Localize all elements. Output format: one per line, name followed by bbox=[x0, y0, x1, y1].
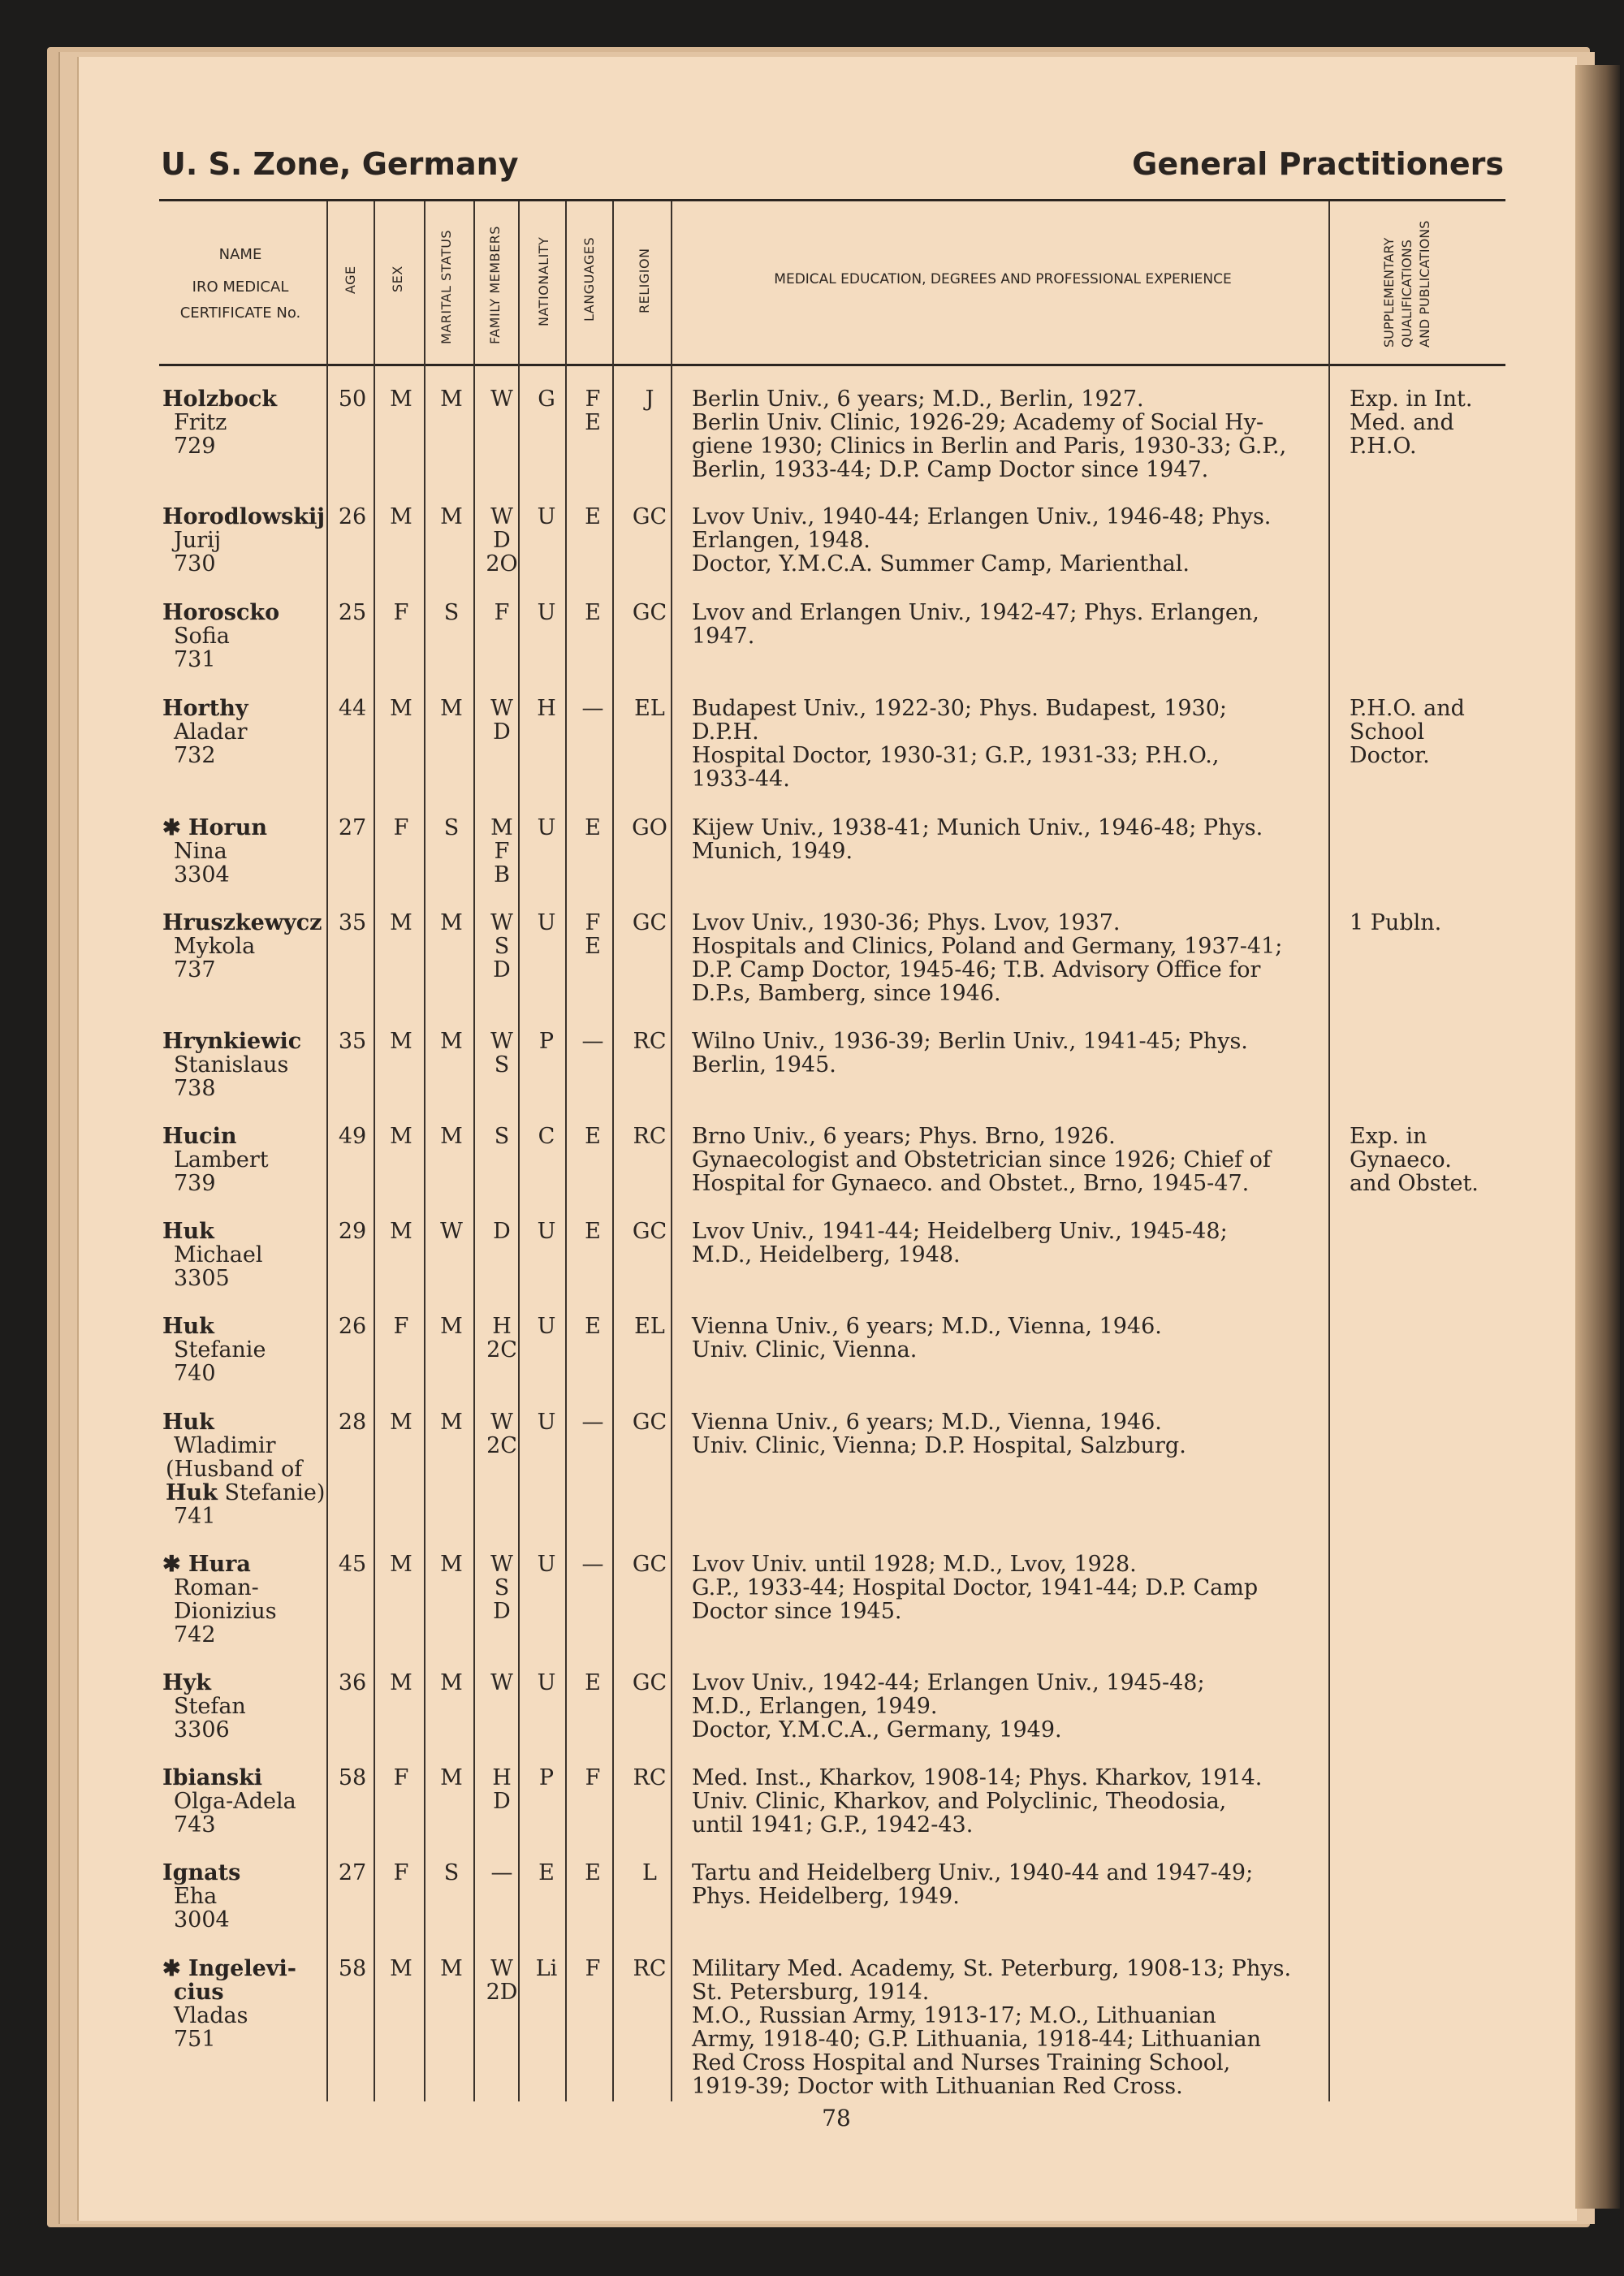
nationality-cell: U bbox=[537, 1552, 556, 1577]
education-cell: Vienna Univ., 6 years; M.D., Vienna, 1946. Univ. Clinic, Vienna. bbox=[692, 1314, 1162, 1363]
supplementary-cell: P.H.O. and School Doctor. bbox=[1350, 696, 1465, 768]
education-cell: Lvov Univ. until 1928; M.D., Lvov, 1928. G.P., 1933-44; Hospital Doctor, 1941-44; D.P. Camp Doctor since 1945. bbox=[692, 1552, 1259, 1624]
age-cell: 36 bbox=[338, 1670, 367, 1695]
languages-cell: E bbox=[585, 1670, 601, 1695]
family-cell: W D bbox=[490, 696, 513, 745]
column-header-name: NAME IRO MEDICAL CERTIFICATE No. bbox=[179, 246, 301, 322]
age-cell: 49 bbox=[338, 1124, 367, 1149]
column-header-religion: RELIGION bbox=[637, 248, 652, 313]
column-divider bbox=[1328, 201, 1330, 2101]
marital-cell: S bbox=[443, 600, 460, 625]
sex-cell: M bbox=[390, 1219, 412, 1244]
marital-cell: M bbox=[440, 910, 463, 935]
age-cell: 35 bbox=[338, 910, 367, 935]
languages-cell: F E bbox=[585, 387, 601, 435]
header-rule-bottom bbox=[159, 364, 1505, 366]
sex-cell: F bbox=[393, 1765, 409, 1790]
name-cell: ✱ Horun Nina 3304 bbox=[162, 815, 268, 888]
religion-cell: J bbox=[645, 387, 654, 412]
religion-cell: GC bbox=[632, 1552, 667, 1577]
religion-cell: RC bbox=[633, 1124, 667, 1149]
marital-cell: M bbox=[440, 1124, 463, 1149]
sex-cell: M bbox=[390, 504, 412, 529]
nationality-cell: U bbox=[537, 1219, 556, 1244]
languages-cell: F bbox=[585, 1956, 601, 1981]
nationality-cell: U bbox=[537, 1314, 556, 1339]
column-divider bbox=[612, 201, 614, 2101]
name-cell: Hrynkiewic Stanislaus 738 bbox=[162, 1029, 302, 1101]
sex-cell: M bbox=[390, 387, 412, 412]
book-gutter bbox=[1575, 65, 1620, 2209]
languages-cell: E bbox=[585, 504, 601, 529]
name-cell: Huk Wladimir (Husband of Huk Stefanie) 741 bbox=[162, 1410, 333, 1528]
education-cell: Budapest Univ., 1922-30; Phys. Budapest, 1930; D.P.H. Hospital Doctor, 1930-31; G.P., 1931-33; P.H.O., 1933-44. bbox=[692, 696, 1227, 792]
sex-cell: M bbox=[390, 1552, 412, 1577]
column-header-family: FAMILY MEMBERS bbox=[487, 226, 503, 344]
age-cell: 58 bbox=[338, 1956, 367, 1981]
family-cell: W 2D bbox=[486, 1956, 518, 2005]
languages-cell: E bbox=[585, 1124, 601, 1149]
religion-cell: EL bbox=[634, 1314, 665, 1339]
sex-cell: M bbox=[390, 1029, 412, 1054]
column-divider bbox=[473, 201, 475, 2101]
marital-cell: M bbox=[440, 1029, 463, 1054]
age-cell: 26 bbox=[338, 1314, 367, 1339]
family-cell: W bbox=[490, 1670, 513, 1695]
education-cell: Brno Univ., 6 years; Phys. Brno, 1926. Gynaecologist and Obstetrician since 1926; Chief of Hospital for Gynaeco. and Obstet., Brno, 1945-47. bbox=[692, 1124, 1271, 1196]
column-divider bbox=[565, 201, 567, 2101]
name-cell: ✱ Hura Roman- Dionizius 742 bbox=[162, 1552, 277, 1648]
column-header-education: MEDICAL EDUCATION, DEGREES AND PROFESSIONAL EXPERIENCE bbox=[774, 271, 1232, 287]
name-cell: Horodlowskij Jurij 730 bbox=[162, 504, 326, 577]
age-cell: 44 bbox=[338, 696, 367, 721]
nationality-cell: G bbox=[538, 387, 555, 412]
sex-cell: M bbox=[390, 696, 412, 721]
religion-cell: GC bbox=[632, 504, 667, 529]
religion-cell: EL bbox=[634, 696, 665, 721]
name-cell: Huk Michael 3305 bbox=[162, 1219, 263, 1291]
column-divider bbox=[671, 201, 672, 2101]
column-header-nationality: NATIONALITY bbox=[536, 236, 551, 326]
marital-cell: S bbox=[443, 815, 460, 840]
nationality-cell: E bbox=[538, 1860, 555, 1885]
languages-cell: E bbox=[585, 1314, 601, 1339]
nationality-cell: U bbox=[537, 504, 556, 529]
marital-cell: M bbox=[440, 504, 463, 529]
marital-cell: M bbox=[440, 696, 463, 721]
column-header-supplementary: SUPPLEMENTARY QUALIFICATIONS AND PUBLICATIONS bbox=[1381, 220, 1432, 348]
sex-cell: M bbox=[390, 1670, 412, 1695]
family-cell: M F B bbox=[490, 815, 513, 888]
languages-cell: E bbox=[585, 1860, 601, 1885]
age-cell: 27 bbox=[338, 1860, 367, 1885]
name-cell: Ibianski Olga-Adela 743 bbox=[162, 1765, 296, 1838]
name-cell: Horoscko Sofia 731 bbox=[162, 600, 280, 672]
name-cell: ✱ Ingelevi- cius Vladas 751 bbox=[162, 1956, 296, 2052]
marital-cell: M bbox=[440, 1552, 463, 1577]
education-cell: Lvov Univ., 1942-44; Erlangen Univ., 1945-48; M.D., Erlangen, 1949. Doctor, Y.M.C.A., Germany, 1949. bbox=[692, 1670, 1205, 1743]
education-cell: Military Med. Academy, St. Peterburg, 1908-13; Phys. St. Petersburg, 1914. M.O., Russian Army, 1913-17; M.O., Lithuanian Army, 1918-40; G.P. Lithuania, 1918-44; Lithuanian Red Cross Hospital and Nurses Training School, 1919-39; Doctor with Lithuanian Red Cross. bbox=[692, 1956, 1292, 2099]
marital-cell: W bbox=[440, 1219, 463, 1244]
column-header-sex: SEX bbox=[390, 266, 405, 292]
nationality-cell: Li bbox=[535, 1956, 558, 1981]
family-cell: H D bbox=[492, 1765, 512, 1814]
languages-cell: — bbox=[581, 696, 604, 721]
nationality-cell: U bbox=[537, 910, 556, 935]
nationality-cell: U bbox=[537, 815, 556, 840]
marital-cell: S bbox=[443, 1860, 460, 1885]
age-cell: 28 bbox=[338, 1410, 367, 1435]
nationality-cell: U bbox=[537, 600, 556, 625]
sex-cell: M bbox=[390, 1124, 412, 1149]
name-cell: Horthy Aladar 732 bbox=[162, 696, 248, 768]
languages-cell: E bbox=[585, 1219, 601, 1244]
page-number: 78 bbox=[822, 2105, 851, 2131]
family-cell: H 2C bbox=[486, 1314, 517, 1363]
languages-cell: E bbox=[585, 600, 601, 625]
education-cell: Berlin Univ., 6 years; M.D., Berlin, 1927. Berlin Univ. Clinic, 1926-29; Academy of Social Hy- giene 1930; Clinics in Berlin and Paris, 1930-33; G.P., Berlin, 1933-44; D.P. Camp Doctor since 1947. bbox=[692, 387, 1287, 482]
family-cell: W S D bbox=[490, 1552, 513, 1624]
religion-cell: GO bbox=[632, 815, 667, 840]
religion-cell: GC bbox=[632, 1410, 667, 1435]
nationality-cell: H bbox=[537, 696, 556, 721]
running-header-left: U. S. Zone, Germany bbox=[161, 146, 519, 182]
age-cell: 26 bbox=[338, 504, 367, 529]
education-cell: Lvov Univ., 1930-36; Phys. Lvov, 1937. Hospitals and Clinics, Poland and Germany, 1937-41; D.P. Camp Doctor, 1945-46; T.B. Advisory Office for D.P.s, Bamberg, since 1946. bbox=[692, 910, 1283, 1006]
languages-cell: — bbox=[581, 1410, 604, 1435]
age-cell: 35 bbox=[338, 1029, 367, 1054]
nationality-cell: C bbox=[538, 1124, 555, 1149]
nationality-cell: U bbox=[537, 1410, 556, 1435]
header-rule-top bbox=[159, 199, 1505, 201]
languages-cell: F E bbox=[585, 910, 601, 959]
age-cell: 29 bbox=[338, 1219, 367, 1244]
column-header-marital: MARITAL STATUS bbox=[438, 229, 454, 344]
family-cell: — bbox=[490, 1860, 513, 1885]
education-cell: Lvov Univ., 1940-44; Erlangen Univ., 1946-48; Phys. Erlangen, 1948. Doctor, Y.M.C.A. Summer Camp, Marienthal. bbox=[692, 504, 1272, 577]
family-cell: F bbox=[494, 600, 510, 625]
name-cell: Holzbock Fritz 729 bbox=[162, 387, 278, 459]
marital-cell: M bbox=[440, 1314, 463, 1339]
marital-cell: M bbox=[440, 1410, 463, 1435]
education-cell: Kijew Univ., 1938-41; Munich Univ., 1946-48; Phys. Munich, 1949. bbox=[692, 815, 1263, 864]
family-cell: S bbox=[494, 1124, 510, 1149]
name-cell: Hyk Stefan 3306 bbox=[162, 1670, 246, 1743]
sex-cell: M bbox=[390, 1410, 412, 1435]
family-cell: W S bbox=[490, 1029, 513, 1078]
family-cell: W bbox=[490, 387, 513, 412]
nationality-cell: P bbox=[538, 1029, 555, 1054]
religion-cell: RC bbox=[633, 1956, 667, 1981]
languages-cell: — bbox=[581, 1029, 604, 1054]
languages-cell: E bbox=[585, 815, 601, 840]
marital-cell: M bbox=[440, 1765, 463, 1790]
column-divider bbox=[518, 201, 520, 2101]
education-cell: Vienna Univ., 6 years; M.D., Vienna, 1946. Univ. Clinic, Vienna; D.P. Hospital, Salzburg. bbox=[692, 1410, 1186, 1458]
name-cell: Ignats Eha 3004 bbox=[162, 1860, 241, 1933]
education-cell: Med. Inst., Kharkov, 1908-14; Phys. Kharkov, 1914. Univ. Clinic, Kharkov, and Polyclinic, Theodosia, until 1941; G.P., 1942-43. bbox=[692, 1765, 1263, 1838]
education-cell: Tartu and Heidelberg Univ., 1940-44 and 1947-49; Phys. Heidelberg, 1949. bbox=[692, 1860, 1254, 1909]
column-divider bbox=[424, 201, 425, 2101]
husband-note: (Husband of Huk Stefanie) bbox=[166, 1457, 326, 1505]
languages-cell: — bbox=[581, 1552, 604, 1577]
languages-cell: F bbox=[585, 1765, 601, 1790]
education-cell: Wilno Univ., 1936-39; Berlin Univ., 1941-45; Phys. Berlin, 1945. bbox=[692, 1029, 1248, 1078]
religion-cell: GC bbox=[632, 1670, 667, 1695]
education-cell: Lvov Univ., 1941-44; Heidelberg Univ., 1945-48; M.D., Heidelberg, 1948. bbox=[692, 1219, 1228, 1268]
supplementary-cell: Exp. in Int. Med. and P.H.O. bbox=[1350, 387, 1473, 459]
nationality-cell: P bbox=[538, 1765, 555, 1790]
nationality-cell: U bbox=[537, 1670, 556, 1695]
sex-cell: F bbox=[393, 1314, 409, 1339]
sex-cell: M bbox=[390, 1956, 412, 1981]
name-cell: Huk Stefanie 740 bbox=[162, 1314, 266, 1386]
sex-cell: M bbox=[390, 910, 412, 935]
age-cell: 50 bbox=[338, 387, 367, 412]
age-cell: 58 bbox=[338, 1765, 367, 1790]
age-cell: 25 bbox=[338, 600, 367, 625]
marital-cell: M bbox=[440, 387, 463, 412]
age-cell: 27 bbox=[338, 815, 367, 840]
name-cell: Hruszkewycz Mykola 737 bbox=[162, 910, 322, 983]
religion-cell: GC bbox=[632, 910, 667, 935]
religion-cell: GC bbox=[632, 1219, 667, 1244]
column-divider bbox=[374, 201, 375, 2101]
supplementary-cell: Exp. in Gynaeco. and Obstet. bbox=[1350, 1124, 1479, 1196]
age-cell: 45 bbox=[338, 1552, 367, 1577]
running-header-right: General Practitioners bbox=[1132, 146, 1504, 182]
marital-cell: M bbox=[440, 1956, 463, 1981]
column-header-languages: LANGUAGES bbox=[581, 236, 597, 322]
education-cell: Lvov and Erlangen Univ., 1942-47; Phys. Erlangen, 1947. bbox=[692, 600, 1259, 649]
marital-cell: M bbox=[440, 1670, 463, 1695]
column-header-age: AGE bbox=[343, 266, 358, 294]
sex-cell: F bbox=[393, 600, 409, 625]
family-cell: D bbox=[493, 1219, 511, 1244]
sex-cell: F bbox=[393, 815, 409, 840]
religion-cell: L bbox=[642, 1860, 657, 1885]
family-cell: W D 2O bbox=[486, 504, 518, 577]
religion-cell: GC bbox=[632, 600, 667, 625]
religion-cell: RC bbox=[633, 1029, 667, 1054]
sex-cell: F bbox=[393, 1860, 409, 1885]
family-cell: W 2C bbox=[486, 1410, 517, 1458]
religion-cell: RC bbox=[633, 1765, 667, 1790]
name-cell: Hucin Lambert 739 bbox=[162, 1124, 269, 1196]
supplementary-cell: 1 Publn. bbox=[1350, 910, 1442, 935]
family-cell: W S D bbox=[490, 910, 513, 983]
